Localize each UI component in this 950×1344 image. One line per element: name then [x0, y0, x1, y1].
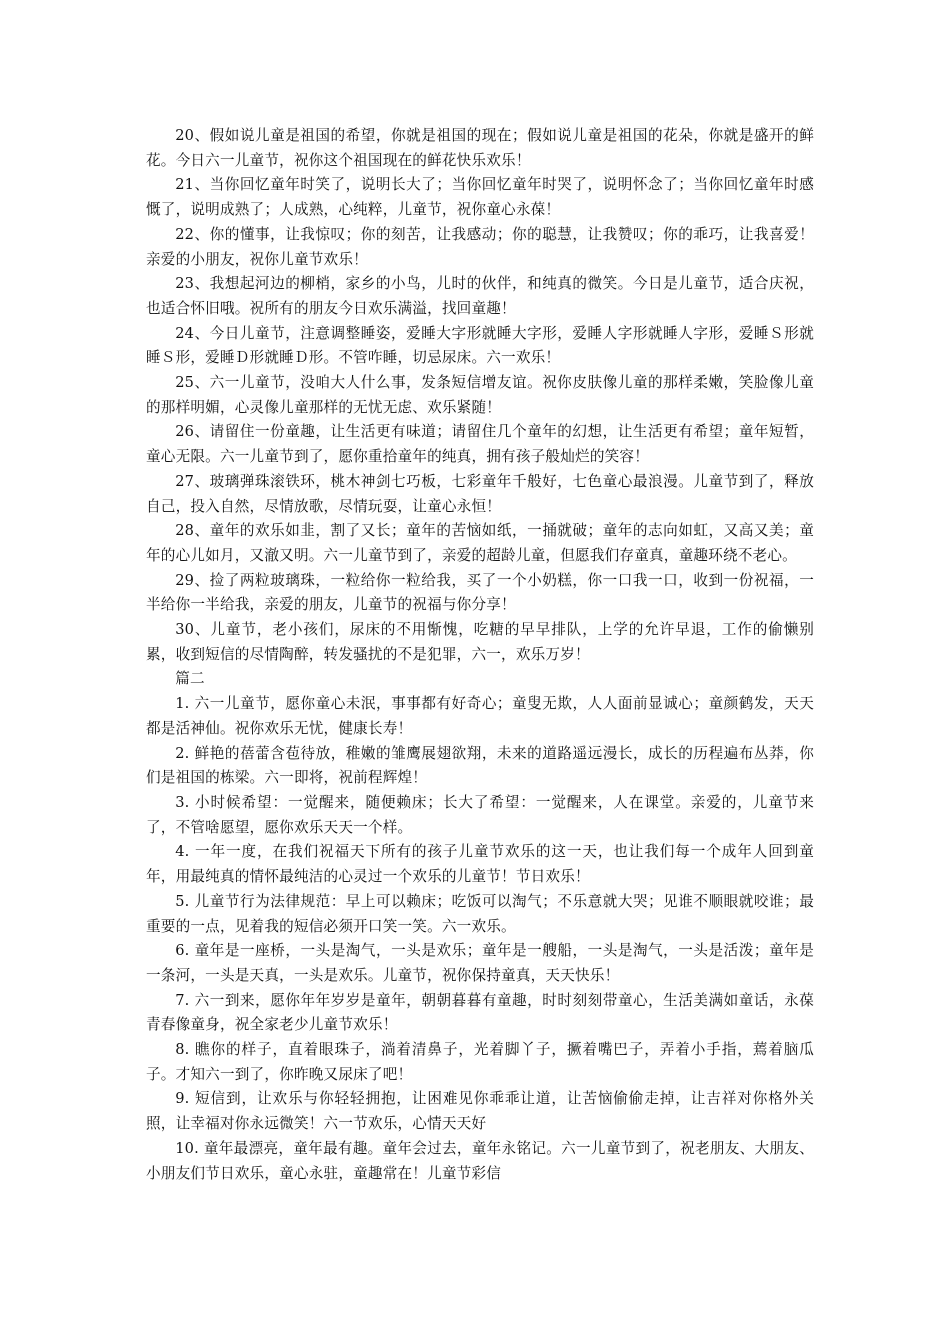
- section2-item-10: 10. 童年最漂亮，童年最有趣。童年会过去，童年永铭记。六一儿童节到了，祝老朋友、大朋友、小朋友们节日欢乐，童心永驻，童趣常在！儿童节彩信: [146, 1139, 814, 1182]
- paragraph-20: 20、假如说儿童是祖国的希望，你就是祖国的现在；假如说儿童是祖国的花朵，你就是盛开的鲜花。今日六一儿童节，祝你这个祖国现在的鲜花快乐欢乐！: [146, 127, 814, 169]
- section2-item-2: 2. 鲜艳的蓓蕾含苞待放，稚嫩的雏鹰展翅欲翔，未来的道路遥远漫长，成长的历程遍布丛莽，你们是祖国的栋梁。六一即将，祝前程辉煌！: [146, 744, 814, 787]
- section2-item-9: 9. 短信到，让欢乐与你轻轻拥抱，让困难见你乖乖让道，让苦恼偷偷走掉，让吉祥对你格外关照，让幸福对你永远微笑！六一节欢乐，心情天天好: [146, 1090, 814, 1133]
- section2-item-7: 7. 六一到来，愿你年年岁岁是童年，朝朝暮暮有童趣，时时刻刻带童心，生活美满如童话，永葆青春像童身，祝全家老少儿童节欢乐！: [146, 991, 814, 1034]
- paragraph-27: 27、玻璃弹珠滚铁环，桃木神剑七巧板，七彩童年千般好，七色童心最浪漫。儿童节到了，释放自己，投入自然，尽情放歌，尽情玩耍，让童心永恒！: [146, 472, 814, 515]
- section2-item-4: 4. 一年一度，在我们祝福天下所有的孩子儿童节欢乐的这一天，也让我们每一个成年人回到童年，用最纯真的情怀最纯洁的心灵过一个欢乐的儿童节！节日欢乐！: [146, 843, 814, 886]
- paragraph-21: 21、当你回忆童年时笑了，说明长大了；当你回忆童年时哭了，说明怀念了；当你回忆童年时感慨了，说明成熟了；人成熟，心纯粹，儿童节，祝你童心永葆！: [146, 176, 814, 219]
- paragraph-22: 22、你的懂事，让我惊叹；你的刻苦，让我感动；你的聪慧，让我赞叹；你的乖巧，让我喜爱！亲爱的小朋友，祝你儿童节欢乐！: [146, 225, 814, 268]
- section2-item-6: 6. 童年是一座桥，一头是淘气，一头是欢乐；童年是一艘船，一头是淘气，一头是活泼；童年是一条河，一头是天真，一头是欢乐。儿童节，祝你保持童真，天天快乐！: [146, 942, 814, 984]
- paragraph-26: 26、请留住一份童趣，让生活更有味道；请留住几个童年的幻想，让生活更有希望；童年短暂，童心无限。六一儿童节到了，愿你重拾童年的纯真，拥有孩子般灿烂的笑容！: [146, 423, 814, 466]
- paragraph-25: 25、六一儿童节，没咱大人什么事，发条短信增友谊。祝你皮肤像儿童的那样柔嫩，笑脸像儿童的那样明媚，心灵像儿童那样的无忧无虑、欢乐紧随！: [146, 374, 814, 416]
- section2-item-1: 1. 六一儿童节，愿你童心未泯，事事都有好奇心；童叟无欺，人人面前显诚心；童颜鹤发，天天都是活神仙。祝你欢乐无忧，健康长寿！: [146, 695, 814, 737]
- paragraph-30: 30、儿童节，老小孩们，尿床的不用惭愧，吃糖的早早排队，上学的允许早退，工作的偷懒别累，收到短信的尽情陶醉，转发骚扰的不是犯罪，六一，欢乐万岁！: [146, 621, 814, 663]
- section-heading: 篇二: [175, 670, 205, 688]
- paragraph-23: 23、我想起河边的柳梢，家乡的小鸟，儿时的伙伴，和纯真的微笑。今日是儿童节，适合庆祝，也适合怀旧哦。祝所有的朋友今日欢乐满溢，找回童趣！: [146, 275, 814, 317]
- section2-item-8: 8. 瞧你的样子，直着眼珠子，淌着清鼻子，光着脚丫子，撅着嘴巴子，弄着小手指，蔫着脑瓜子。才知六一到了，你昨晚又尿床了吧！: [146, 1041, 814, 1083]
- paragraph-28: 28、童年的欢乐如韭，割了又长；童年的苦恼如纸，一捅就破；童年的志向如虹，又高又美；童年的心儿如月，又澈又明。六一儿童节到了，亲爱的超龄儿童，但愿我们存童真，童趣环绕不老心。: [146, 522, 814, 564]
- section2-item-3: 3. 小时候希望：一觉醒来，随便赖床；长大了希望：一觉醒来，人在课堂。亲爱的，儿童节来了，不管啥愿望，愿你欢乐天天一个样。: [146, 793, 814, 836]
- paragraph-29: 29、捡了两粒玻璃珠，一粒给你一粒给我，买了一个小奶糕，你一口我一口，收到一份祝福，一半给你一半给我，亲爱的朋友，儿童节的祝福与你分享！: [146, 571, 814, 614]
- section2-item-5: 5. 儿童节行为法律规范：早上可以赖床；吃饭可以淘气；不乐意就大哭；见谁不顺眼就咬谁；最重要的一点，见着我的短信必须开口笑一笑。六一欢乐。: [146, 892, 814, 935]
- document-body: [146, 124, 814, 1186]
- paragraph-24: 24、今日儿童节，注意调整睡姿，爱睡大字形就睡大字形，爱睡人字形就睡人字形，爱睡Ｓ形就睡Ｓ形，爱睡Ｄ形就睡Ｄ形。不管咋睡，切忌尿床。六一欢乐！: [146, 324, 814, 367]
